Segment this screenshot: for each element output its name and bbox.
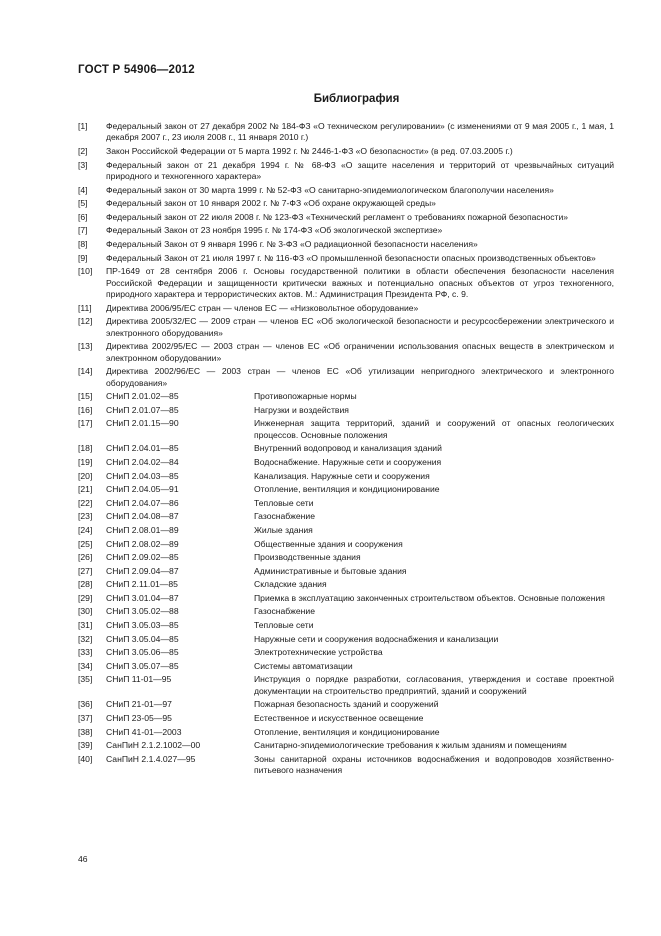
- bibliography-entry: [78, 593, 614, 604]
- bibliography-entry: [78, 341, 614, 364]
- entry-number: [20]: [78, 470, 93, 481]
- bibliography-entry: [78, 539, 614, 550]
- entry-code: СНиП 2.01.15—90: [106, 418, 179, 429]
- entry-number: [39]: [78, 740, 93, 751]
- bibliography-entry: [78, 303, 614, 314]
- entry-number: [38]: [78, 726, 93, 737]
- entry-description: Тепловые сети: [254, 497, 314, 508]
- entry-number: [22]: [78, 497, 93, 508]
- entry-code: СанПиН 2.1.4.027—95: [106, 753, 196, 764]
- bibliography-entry: [78, 727, 614, 738]
- entry-number: [5]: [78, 198, 88, 209]
- entry-description: Зоны санитарной охраны источников водоснабжения и водопроводов хозяйственно-питьевого назначения: [254, 753, 614, 776]
- entry-description: Отопление, вентиляция и кондиционирование: [254, 484, 440, 495]
- entry-number: [29]: [78, 592, 93, 603]
- entry-description: Электротехнические устройства: [254, 647, 383, 658]
- entry-description: Общественные здания и сооружения: [254, 538, 403, 549]
- bibliography-entry: [78, 606, 614, 617]
- bibliography-entry: [78, 121, 614, 144]
- entry-description: Противопожарные нормы: [254, 391, 357, 402]
- entry-number: [14]: [78, 366, 93, 377]
- entry-text: Директива 2006/95/ЕС стран — членов ЕС — «Низковольтное оборудование»: [106, 302, 419, 313]
- entry-description: Отопление, вентиляция и кондиционирование: [254, 726, 440, 737]
- page-title: Библиография: [313, 93, 400, 105]
- entry-number: [40]: [78, 753, 93, 764]
- bibliography-entry: [78, 754, 614, 777]
- entry-number: [23]: [78, 511, 93, 522]
- entry-number: [2]: [78, 146, 88, 156]
- bibliography-entry: [78, 498, 614, 509]
- bibliography-entry: [78, 391, 614, 402]
- entry-number: [10]: [78, 266, 93, 277]
- entry-text: Федеральный Закон от 9 января 1996 г. № 3-ФЗ «О радиационной безопасности населения»: [106, 238, 478, 249]
- entry-text: Федеральный Закон от 21 июля 1997 г. № 116-ФЗ «О промышленной безопасности опасных производственных объектов»: [106, 252, 596, 263]
- entry-text: Директива 2005/32/ЕС — 2009 стран — членов ЕС «Об экологической безопасности и ресурсосбережении электрического и электронного оборудования»: [106, 316, 614, 338]
- entry-code: СНиП 3.05.04—85: [106, 633, 179, 644]
- entry-description: Складские здания: [254, 579, 327, 590]
- entry-number: [8]: [78, 238, 88, 249]
- bibliography-entry: [78, 405, 614, 416]
- entry-code: СНиП 2.04.07—86: [106, 497, 179, 508]
- bibliography-entry: [78, 511, 614, 522]
- entry-number: [9]: [78, 252, 88, 263]
- bibliography-entry: [78, 674, 614, 697]
- entry-description: Газоснабжение: [254, 511, 315, 522]
- entry-code: СНиП 2.11.01—85: [106, 579, 178, 590]
- entry-code: СНиП 41-01—2003: [106, 726, 182, 737]
- entry-number: [30]: [78, 606, 93, 617]
- bibliography-entry: [78, 366, 614, 389]
- entry-text: ПР-1649 от 28 сентября 2006 г. Основы государственной политики в области обеспечения безопасности населения Российской Федерации и защищенности критически важных и потенциально опасных объектов от угроз техногенного, природного характера и террористических актов. М.: Администрация Президента РФ, с. 9.: [106, 266, 614, 299]
- entry-description: Наружные сети и сооружения водоснабжения и канализации: [254, 633, 499, 644]
- bibliography-entry: [78, 525, 614, 536]
- entry-text: Федеральный Закон от 23 ноября 1995 г. № 174-ФЗ «Об экологической экспертизе»: [106, 225, 443, 236]
- entry-code: СНиП 2.08.02—89: [106, 538, 179, 549]
- entry-number: [7]: [78, 225, 88, 236]
- bibliography-entry: [78, 579, 614, 590]
- entry-description: Системы автоматизации: [254, 660, 353, 671]
- entry-code: СНиП 3.05.07—85: [106, 660, 179, 671]
- bibliography-entry: [78, 253, 614, 264]
- entry-number: [34]: [78, 660, 93, 671]
- entry-code: СНиП 3.01.04—87: [106, 592, 179, 603]
- entry-description: Газоснабжение: [254, 606, 315, 617]
- entry-number: [31]: [78, 620, 93, 631]
- entry-number: [11]: [78, 302, 92, 313]
- bibliography-entry: [78, 418, 614, 441]
- entry-number: [17]: [78, 418, 93, 429]
- entry-code: СНиП 2.09.02—85: [106, 552, 179, 563]
- entry-code: СНиП 21-01—97: [106, 699, 172, 710]
- bibliography-entry: [78, 713, 614, 724]
- entry-number: [36]: [78, 699, 93, 710]
- entry-description: Производственные здания: [254, 552, 361, 563]
- entry-number: [28]: [78, 579, 93, 590]
- bibliography-entry: [78, 566, 614, 577]
- entry-description: Санитарно-эпидемиологические требования к жилым зданиям и помещениям: [254, 740, 567, 751]
- bibliography-entry: [78, 552, 614, 563]
- entry-spacer: [78, 777, 614, 779]
- bibliography-entry: [78, 212, 614, 223]
- entry-code: СНиП 2.04.05—91: [106, 484, 179, 495]
- bibliography-entry: [78, 661, 614, 672]
- entry-number: [15]: [78, 391, 93, 402]
- entry-number: [21]: [78, 484, 93, 495]
- entry-code: СНиП 2.04.01—85: [106, 443, 179, 454]
- entry-number: [12]: [78, 316, 93, 327]
- bibliography-entry: [78, 316, 614, 339]
- entry-text: Директива 2002/95/ЕС — 2003 стран — членов ЕС «Об ограничении использования опасных веществ в электрическом и электронном оборудовании»: [106, 341, 614, 363]
- entry-number: [33]: [78, 647, 93, 658]
- entry-code: СНиП 2.01.02—85: [106, 391, 179, 402]
- bibliography-entry: [78, 225, 614, 236]
- entry-code: СНиП 2.09.04—87: [106, 565, 179, 576]
- bibliography-entry: [78, 740, 614, 751]
- entry-code: СНиП 2.01.07—85: [106, 404, 179, 415]
- entry-text: Директива 2002/96/ЕС — 2003 стран — членов ЕС «Об утилизации непригодного электрического и электронного оборудования»: [106, 366, 614, 388]
- entry-number: [32]: [78, 633, 93, 644]
- entry-number: [18]: [78, 443, 93, 454]
- bibliography-entry: [78, 239, 614, 250]
- entry-number: [16]: [78, 404, 93, 415]
- bibliography-entry: [78, 647, 614, 658]
- entry-description: Нагрузки и воздействия: [254, 404, 349, 415]
- page-header: ГОСТ Р 54906—2012: [78, 64, 195, 76]
- entry-code: СНиП 11-01—95: [106, 674, 172, 685]
- entry-number: [1]: [78, 121, 88, 131]
- entry-code: СанПиН 2.1.2.1002—00: [106, 740, 201, 751]
- entry-number: [25]: [78, 538, 93, 549]
- entry-code: СНиП 3.05.02—88: [106, 606, 179, 617]
- entry-number: [35]: [78, 674, 93, 685]
- entry-description: Внутренний водопровод и канализация зданий: [254, 443, 442, 454]
- entry-description: Жилые здания: [254, 524, 313, 535]
- entry-code: СНиП 3.05.03—85: [106, 620, 179, 631]
- entry-description: Инструкция о порядке разработки, согласования, утверждения и составе проектной документации на строительство предприятий, зданий и сооружений: [254, 674, 614, 696]
- bibliography-list: [78, 121, 614, 779]
- bibliography-entry: [78, 620, 614, 631]
- bibliography-entry: [78, 198, 614, 209]
- bibliography-entry: [78, 160, 614, 183]
- entry-text: Закон Российской Федерации от 5 марта 1992 г. № 2446-1-ФЗ «О безопасности» (в ред. 07.03.2005 г.): [106, 146, 513, 156]
- entry-description: Тепловые сети: [254, 620, 314, 631]
- entry-description: Пожарная безопасность зданий и сооружений: [254, 699, 439, 710]
- entry-number: [37]: [78, 713, 93, 724]
- entry-number: [19]: [78, 456, 93, 467]
- entry-description: Естественное и искусственное освещение: [254, 713, 424, 724]
- bibliography-entry: [78, 484, 614, 495]
- entry-text: Федеральный закон от 30 марта 1999 г. № 52-ФЗ «О санитарно-эпидемиологическом благополучии населения»: [106, 184, 554, 195]
- entry-description: Приемка в эксплуатацию законченных строительством объектов. Основные положения: [254, 592, 605, 603]
- entry-text: Федеральный закон от 21 декабря 1994 г. № 68-ФЗ «О защите населения и территорий от чрезвычайных ситуаций природного и техногенного характера»: [106, 159, 614, 181]
- entry-number: [6]: [78, 211, 88, 222]
- bibliography-entry: [78, 634, 614, 645]
- entry-text: Федеральный закон от 10 января 2002 г. № 7-ФЗ «Об охране окружающей среды»: [106, 198, 436, 209]
- entry-code: СНиП 2.08.01—89: [106, 524, 179, 535]
- page-number: 46: [78, 854, 88, 864]
- bibliography-entry: [78, 699, 614, 710]
- bibliography-entry: [78, 471, 614, 482]
- entry-number: [27]: [78, 565, 93, 576]
- entry-number: [3]: [78, 159, 88, 170]
- entry-description: Водоснабжение. Наружные сети и сооружения: [254, 456, 442, 467]
- bibliography-entry: [78, 266, 614, 300]
- bibliography-entry: [78, 457, 614, 468]
- entry-text: Федеральный закон от 22 июля 2008 г. № 123-ФЗ «Технический регламент о требованиях пожарной безопасности»: [106, 211, 569, 222]
- entry-code: СНиП 2.04.02—84: [106, 456, 179, 467]
- entry-text: Федеральный закон от 27 декабря 2002 № 184-ФЗ «О техническом регулировании» (с изменениями от 9 мая 2005 г., 1 мая, 1 декабря 2007 г., 23 июля 2008 г., 11 января 2010 г.): [106, 121, 614, 143]
- entry-code: СНиП 3.05.06—85: [106, 647, 179, 658]
- entry-code: СНиП 2.04.08—87: [106, 511, 179, 522]
- entry-description: Инженерная защита территорий, зданий и сооружений от опасных геологических процессов. Основные положения: [254, 418, 614, 440]
- bibliography-entry: [78, 443, 614, 454]
- entry-number: [24]: [78, 524, 93, 535]
- entry-code: СНиП 2.04.03—85: [106, 470, 179, 481]
- entry-description: Административные и бытовые здания: [254, 565, 407, 576]
- bibliography-entry: [78, 185, 614, 196]
- entry-number: [13]: [78, 341, 93, 352]
- entry-number: [4]: [78, 184, 88, 195]
- entry-description: Канализация. Наружные сети и сооружения: [254, 470, 430, 481]
- bibliography-entry: [78, 146, 614, 157]
- entry-code: СНиП 23-05—95: [106, 713, 172, 724]
- entry-number: [26]: [78, 552, 93, 563]
